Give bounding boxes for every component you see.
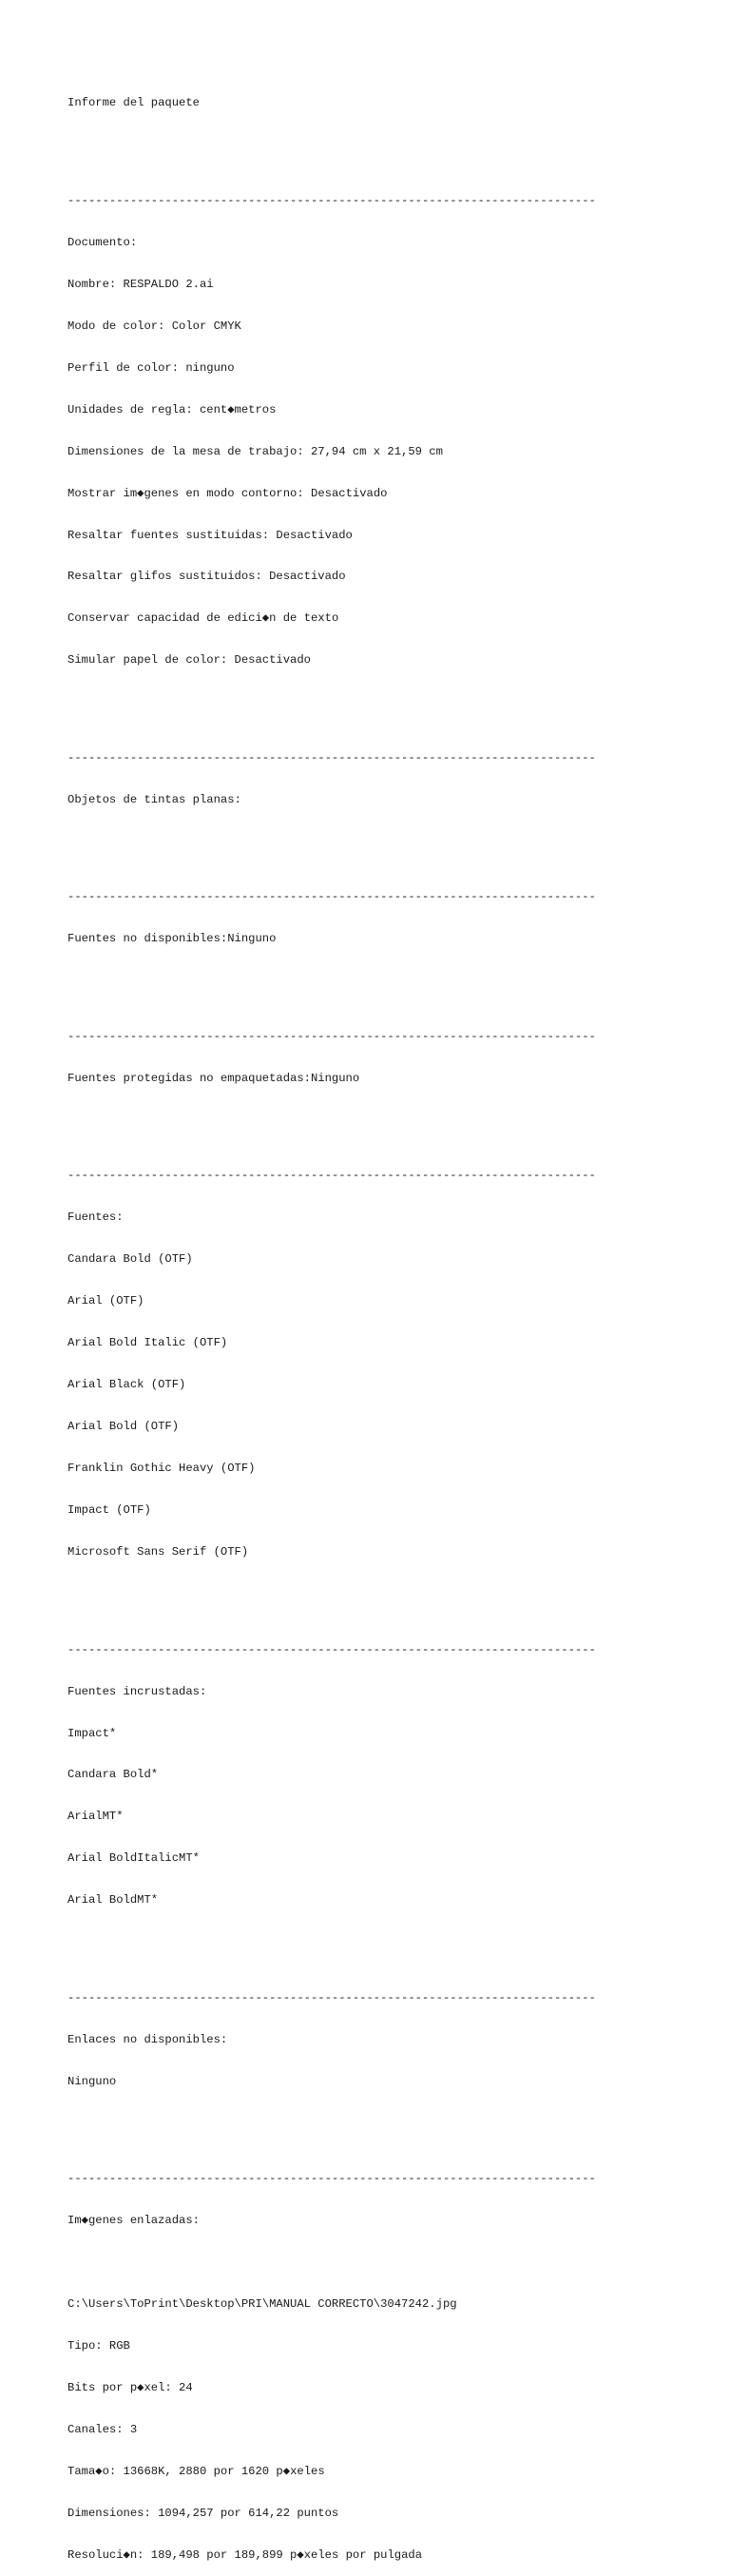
font-list-item: Arial Black (OTF) <box>67 1378 186 1392</box>
separator: ---------------------------------------------------------------------------- <box>67 1642 596 1656</box>
blank-line <box>67 138 695 152</box>
image-tipo: Tipo: RGB <box>67 2339 130 2353</box>
documento-dimensiones: Dimensiones de la mesa de trabajo: 27,94 cm x 21,59 cm <box>67 444 443 458</box>
section-heading-no-disponibles: Fuentes no disponibles:Ninguno <box>67 932 277 946</box>
separator: ---------------------------------------------------------------------------- <box>67 750 596 765</box>
image-canales: Canales: 3 <box>67 2423 138 2437</box>
image-bits: Bits por p◆xel: 24 <box>67 2381 193 2395</box>
image-path: C:\Users\ToPrint\Desktop\PRI\MANUAL CORRECTO\3047242.jpg <box>67 2297 457 2312</box>
font-list-item: Arial Bold Italic (OTF) <box>67 1336 228 1350</box>
separator: ---------------------------------------------------------------------------- <box>67 1029 596 1043</box>
section-heading-fuentes: Fuentes: <box>67 1211 124 1225</box>
blank-line <box>67 835 695 849</box>
blank-line <box>67 1587 695 1601</box>
report-title: Informe del paquete <box>67 96 200 110</box>
documento-simular-papel: Simular papel de color: Desactivado <box>67 653 311 668</box>
embedded-font-item: Arial BoldItalicMT* <box>67 1851 200 1866</box>
documento-resaltar-glifos: Resaltar glifos sustituidos: Desactivado <box>67 570 346 584</box>
section-heading-documento: Documento: <box>67 235 138 249</box>
documento-resaltar-fuentes: Resaltar fuentes sustituidas: Desactivado <box>67 528 353 542</box>
documento-conservar-edicion: Conservar capacidad de edici◆n de texto <box>67 611 339 626</box>
font-list-item: Arial (OTF) <box>67 1294 144 1308</box>
embedded-font-item: ArialMT* <box>67 1810 124 1824</box>
separator: ---------------------------------------------------------------------------- <box>67 1169 596 1183</box>
separator: ---------------------------------------------------------------------------- <box>67 2172 596 2186</box>
image-tamano: Tama◆o: 13668K, 2880 por 1620 p◆xeles <box>67 2465 325 2479</box>
separator: ---------------------------------------------------------------------------- <box>67 193 596 207</box>
blank-line <box>67 695 695 709</box>
documento-modo-color: Modo de color: Color CMYK <box>67 319 241 333</box>
section-heading-tintas: Objetos de tintas planas: <box>67 792 241 806</box>
blank-line <box>67 1114 695 1128</box>
image-resolucion: Resoluci◆n: 189,498 por 189,899 p◆xeles por pulgada <box>67 2547 423 2562</box>
blank-line <box>67 2256 695 2270</box>
blank-line <box>67 974 695 988</box>
embedded-font-item: Candara Bold* <box>67 1768 159 1782</box>
font-list-item: Franklin Gothic Heavy (OTF) <box>67 1462 256 1476</box>
image-dimensiones: Dimensiones: 1094,257 por 614,22 puntos <box>67 2506 339 2520</box>
separator: ---------------------------------------------------------------------------- <box>67 1990 596 2005</box>
package-report <box>67 68 695 2576</box>
documento-perfil-color: Perfil de color: ninguno <box>67 360 235 375</box>
embedded-font-item: Arial BoldMT* <box>67 1893 159 1908</box>
section-heading-imagenes: Im◆genes enlazadas: <box>67 2214 200 2228</box>
blank-line <box>67 2117 695 2131</box>
blank-line <box>67 1935 695 1949</box>
section-heading-protegidas: Fuentes protegidas no empaquetadas:Ninguno <box>67 1071 360 1085</box>
embedded-font-item: Impact* <box>67 1726 117 1740</box>
documento-nombre: Nombre: RESPALDO 2.ai <box>67 277 214 291</box>
section-heading-enlaces: Enlaces no disponibles: <box>67 2032 228 2046</box>
documento-unidades-regla: Unidades de regla: cent◆metros <box>67 402 277 416</box>
font-list-item: Arial Bold (OTF) <box>67 1420 180 1434</box>
enlaces-value: Ninguno <box>67 2074 117 2088</box>
section-heading-incrustadas: Fuentes incrustadas: <box>67 1684 207 1698</box>
font-list-item: Candara Bold (OTF) <box>67 1252 193 1267</box>
documento-modo-contorno: Mostrar im◆genes en modo contorno: Desactivado <box>67 486 388 500</box>
separator: ---------------------------------------------------------------------------- <box>67 890 596 904</box>
font-list-item: Impact (OTF) <box>67 1503 151 1518</box>
font-list-item: Microsoft Sans Serif (OTF) <box>67 1545 249 1559</box>
